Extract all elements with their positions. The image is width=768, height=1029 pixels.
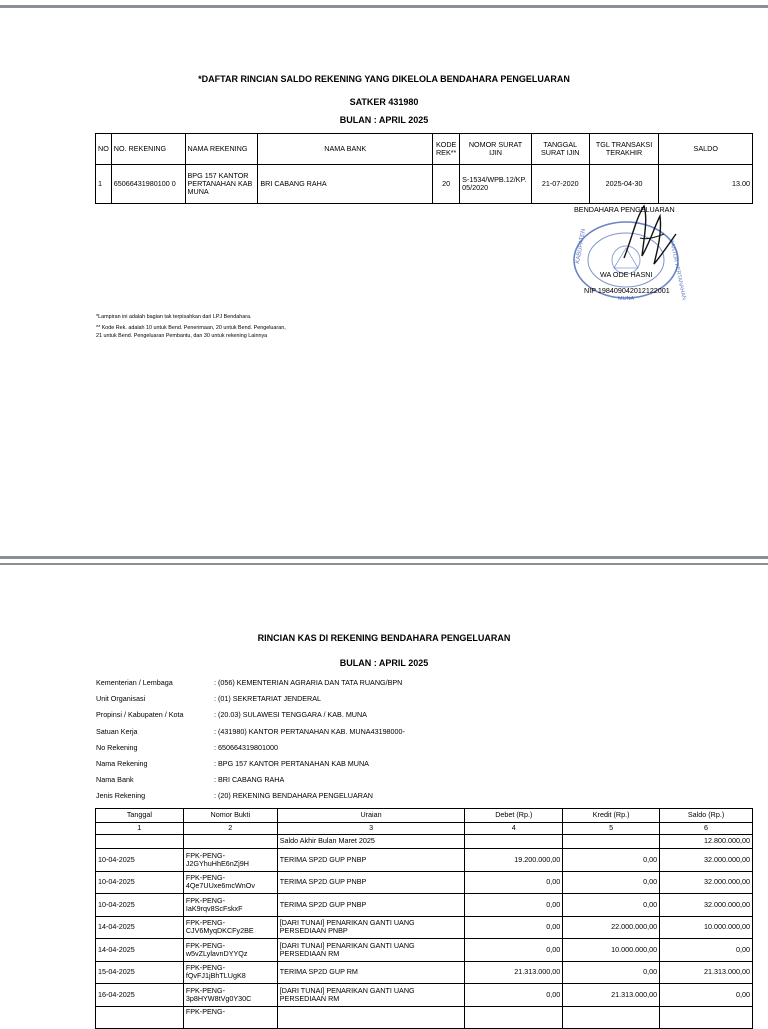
empty-cell bbox=[465, 835, 563, 849]
cell-uraian: TERIMA SP2D GUP RM bbox=[277, 961, 465, 984]
cell-debet: 19.200.000,00 bbox=[465, 849, 563, 872]
info-value: : BPG 157 KANTOR PERTANAHAN KAB MUNA bbox=[214, 758, 369, 768]
header-tanggal: Tanggal bbox=[96, 809, 184, 823]
cell-debet: 0,00 bbox=[465, 894, 563, 917]
info-label: Kementerian / Lembaga bbox=[96, 678, 173, 687]
cell-uraian: [DARI TUNAI] PENARIKAN GANTI UANG PERSEDIAAN RM bbox=[277, 984, 465, 1007]
cell-debet bbox=[465, 1006, 563, 1029]
saldo-rekening-table bbox=[95, 133, 753, 204]
page-rincian-kas bbox=[0, 570, 768, 1024]
cell-nama-rekening: BPG 157 KANTOR PERTANAHAN KAB MUNA bbox=[185, 165, 258, 204]
info-label: No Rekening bbox=[96, 742, 138, 752]
cell-tanggal bbox=[96, 1006, 184, 1029]
cell-kredit: 21.313.000,00 bbox=[563, 984, 660, 1007]
table-row bbox=[96, 849, 753, 872]
table-row bbox=[96, 916, 753, 939]
info-label: Nama Rekening bbox=[96, 758, 148, 768]
cell-bukti: FPK-PENG-w5vZLylavnDYYQz bbox=[183, 939, 277, 962]
cell-bukti: FPK-PENG-CJV6MyqDKCFy2BE bbox=[183, 916, 277, 939]
cell-bukti: FPK-PENG-fQvFJ1jBhTLUgK8 bbox=[183, 961, 277, 984]
cell-tanggal: 14-04-2025 bbox=[96, 916, 184, 939]
table-row bbox=[96, 984, 753, 1007]
cell-bukti: FPK-PENG-IaK9rqv8ScFskxF bbox=[183, 894, 277, 917]
header-no-rekening: NO. REKENING bbox=[111, 134, 185, 165]
column-index: 1 bbox=[96, 823, 184, 835]
header-tgl-transaksi: TGL TRANSAKSI TERAKHIR bbox=[589, 134, 659, 165]
info-label: Propinsi / Kabupaten / Kota bbox=[96, 710, 184, 720]
page2-title: RINCIAN KAS DI REKENING BENDAHARA PENGELUARAN bbox=[257, 633, 511, 643]
cell-tanggal: 15-04-2025 bbox=[96, 961, 184, 984]
cell-kredit: 0,00 bbox=[563, 961, 660, 984]
cell-saldo: 21.313.000,00 bbox=[660, 961, 753, 984]
table-row bbox=[96, 961, 753, 984]
signature-nip: NIP 198409042012122001 bbox=[584, 286, 670, 295]
table-row bbox=[96, 939, 753, 962]
column-index: 2 bbox=[183, 823, 277, 835]
table-header-row bbox=[96, 134, 753, 165]
footnote-line: 21 untuk Bend. Pengeluaran Pembantu, dan 30 untuk rekening Lainnya bbox=[96, 332, 268, 339]
footnote-line: ** Kode Rek. adalah 10 untuk Bend. Penerimaan, 20 untuk Bend. Pengeluaran, bbox=[96, 324, 286, 331]
info-value: : (20.03) SULAWESI TENGGARA / KAB. MUNA bbox=[214, 710, 367, 720]
cell-kredit: 0,00 bbox=[563, 849, 660, 872]
cell-uraian: [DARI TUNAI] PENARIKAN GANTI UANG PERSEDIAAN RM bbox=[277, 939, 465, 962]
cell-saldo: 10.000.000,00 bbox=[660, 916, 753, 939]
cell-tgl-transaksi: 2025-04-30 bbox=[589, 165, 659, 204]
info-label: Satuan Kerja bbox=[96, 726, 138, 736]
cell-kredit: 10.000.000,00 bbox=[563, 939, 660, 962]
info-value: : BRI CABANG RAHA bbox=[214, 775, 285, 785]
column-index: 6 bbox=[660, 823, 753, 835]
header-nama-rekening: NAMA REKENING bbox=[185, 134, 258, 165]
cell-bukti: FPK-PENG-4Qe7UUxe6mcWnOv bbox=[183, 871, 277, 894]
cell-kode-rek: 20 bbox=[433, 165, 460, 204]
page-separator-bottom bbox=[0, 563, 768, 565]
cell-tanggal-surat: 21-07-2020 bbox=[531, 165, 589, 204]
info-label: Nama Bank bbox=[96, 775, 134, 785]
cell-uraian: TERIMA SP2D GUP PNBP bbox=[277, 894, 465, 917]
cell-kredit bbox=[563, 1006, 660, 1029]
opening-uraian: Saldo Akhir Bulan Maret 2025 bbox=[277, 835, 465, 849]
cell-debet: 0,00 bbox=[465, 916, 563, 939]
header-saldo: SALDO bbox=[659, 134, 753, 165]
info-value: : (431980) KANTOR PERTANAHAN KAB. MUNA43198000- bbox=[214, 726, 405, 736]
opening-balance-row bbox=[96, 835, 753, 849]
info-value: : (20) REKENING BENDAHARA PENGELUARAN bbox=[214, 791, 373, 801]
cell-tanggal: 16-04-2025 bbox=[96, 984, 184, 1007]
info-value: : (01) SEKRETARIAT JENDERAL bbox=[214, 694, 322, 704]
table-row bbox=[96, 894, 753, 917]
stamp-text-bottom: MUNA bbox=[618, 296, 635, 302]
cell-tanggal: 14-04-2025 bbox=[96, 939, 184, 962]
rincian-kas-table bbox=[95, 808, 753, 1029]
cell-tanggal: 10-04-2025 bbox=[96, 894, 184, 917]
cell-nomor-surat: S-1534/WPB.12/KP.05/2020 bbox=[460, 165, 532, 204]
cell-saldo: 0,00 bbox=[660, 984, 753, 1007]
header-kode-rek: KODE REK** bbox=[433, 134, 460, 165]
empty-cell bbox=[96, 835, 184, 849]
empty-cell bbox=[563, 835, 660, 849]
header-debet: Debet (Rp.) bbox=[465, 809, 563, 823]
cell-saldo: 32.000.000,00 bbox=[660, 894, 753, 917]
cell-bukti: FPK-PENG-J2GYhuHhE6nZj9H bbox=[183, 849, 277, 872]
cell-saldo: 13.00 bbox=[659, 165, 753, 204]
cell-tanggal: 10-04-2025 bbox=[96, 849, 184, 872]
cell-no-rekening: 65066431980100 0 bbox=[111, 165, 185, 204]
cell-uraian bbox=[277, 1006, 465, 1029]
column-index: 5 bbox=[563, 823, 660, 835]
cell-debet: 0,00 bbox=[465, 871, 563, 894]
empty-cell bbox=[183, 835, 277, 849]
header-kredit: Kredit (Rp.) bbox=[563, 809, 660, 823]
table-row bbox=[96, 871, 753, 894]
header-saldo: Saldo (Rp.) bbox=[660, 809, 753, 823]
header-no: NO bbox=[96, 134, 112, 165]
page1-satker: SATKER 431980 bbox=[349, 97, 419, 107]
cell-uraian: TERIMA SP2D GUP PNBP bbox=[277, 871, 465, 894]
stamp-text-right: KANTOR PERTANAHAN bbox=[668, 239, 687, 301]
cell-saldo: 0,00 bbox=[660, 939, 753, 962]
cell-uraian: [DARI TUNAI] PENARIKAN GANTI UANG PERSEDIAAN PNBP bbox=[277, 916, 465, 939]
stamp-text-left: KABUPATEN bbox=[575, 228, 588, 265]
info-label: Unit Organisasi bbox=[96, 694, 146, 704]
cell-kredit: 0,00 bbox=[563, 871, 660, 894]
page1-title: *DAFTAR RINCIAN SALDO REKENING YANG DIKELOLA BENDAHARA PENGELUARAN bbox=[198, 74, 570, 84]
info-value: : 650664319801000 bbox=[214, 742, 278, 752]
table-header-row bbox=[96, 809, 753, 823]
cell-debet: 0,00 bbox=[465, 939, 563, 962]
footnote-line: *Lampiran ini adalah bagian tak terpisahkan dari LPJ Bendahara. bbox=[96, 314, 252, 320]
cell-kredit: 0,00 bbox=[563, 894, 660, 917]
cell-nama-bank: BRI CABANG RAHA bbox=[258, 165, 433, 204]
page2-bulan: BULAN : APRIL 2025 bbox=[339, 658, 429, 668]
page-separator-top bbox=[0, 556, 768, 559]
cell-uraian: TERIMA SP2D GUP PNBP bbox=[277, 849, 465, 872]
signature-name: WA ODE HASNI bbox=[600, 270, 653, 279]
page1-bulan: BULAN : APRIL 2025 bbox=[339, 115, 429, 125]
cell-bukti: FPK-PENG-3p8HYW8tVg0Y30C bbox=[183, 984, 277, 1007]
header-nomor-surat: NOMOR SURAT IJIN bbox=[460, 134, 532, 165]
header-nama-bank: NAMA BANK bbox=[258, 134, 433, 165]
header-nomor-bukti: Nomor Bukti bbox=[183, 809, 277, 823]
info-value: : (056) KEMENTERIAN AGRARIA DAN TATA RUANG/BPN bbox=[214, 678, 403, 687]
table-row bbox=[96, 1006, 753, 1029]
column-index-row bbox=[96, 823, 753, 835]
opening-saldo: 12.800.000,00 bbox=[660, 835, 753, 849]
header-tanggal-surat: TANGGAL SURAT IJIN bbox=[531, 134, 589, 165]
cell-kredit: 22.000.000,00 bbox=[563, 916, 660, 939]
cell-saldo: 32.000.000,00 bbox=[660, 849, 753, 872]
column-index: 3 bbox=[277, 823, 465, 835]
cell-bukti: FPK-PENG- bbox=[183, 1006, 277, 1029]
signature-title: BENDAHARA PENGELUARAN bbox=[574, 205, 675, 214]
cell-saldo: 32.000.000,00 bbox=[660, 871, 753, 894]
cell-tanggal: 10-04-2025 bbox=[96, 871, 184, 894]
cell-debet: 21.313.000,00 bbox=[465, 961, 563, 984]
column-index: 4 bbox=[465, 823, 563, 835]
cell-saldo bbox=[660, 1006, 753, 1029]
cell-no: 1 bbox=[96, 165, 112, 204]
footnotes bbox=[96, 314, 416, 340]
header-uraian: Uraian bbox=[277, 809, 465, 823]
cell-debet: 0,00 bbox=[465, 984, 563, 1007]
info-label: Jenis Rekening bbox=[96, 791, 146, 801]
page-saldo-rekening bbox=[0, 8, 768, 550]
